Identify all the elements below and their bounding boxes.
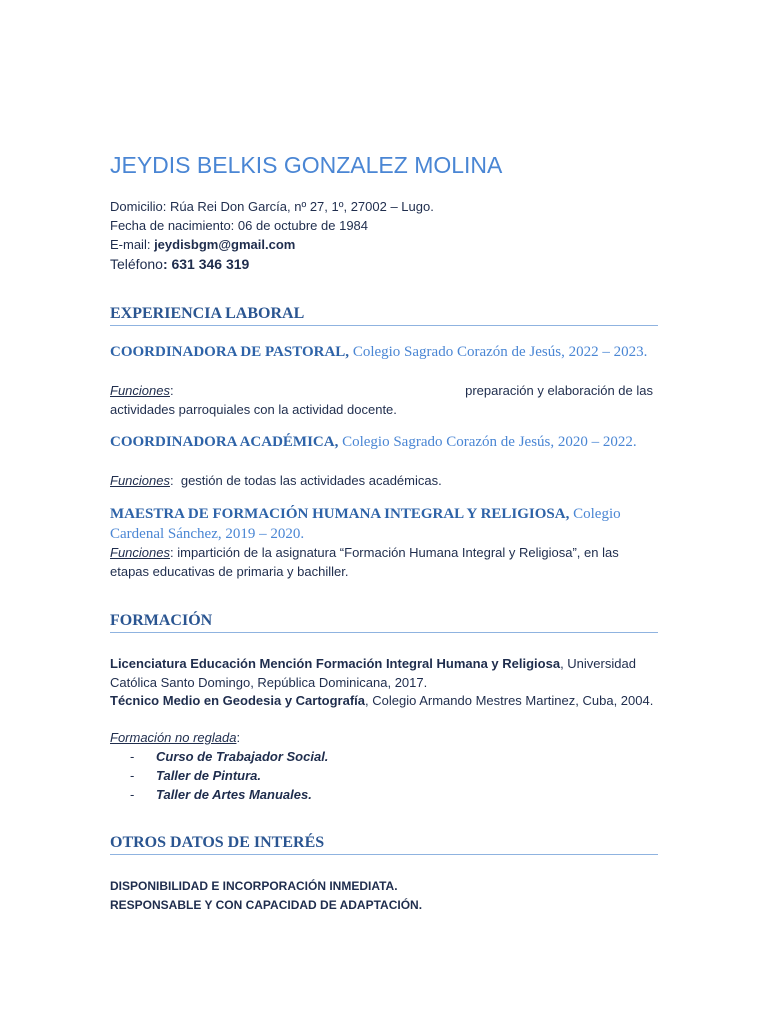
functions-text-b: actividades parroquiales con la actividad docente. — [110, 402, 397, 417]
phone-label: Teléfono — [110, 256, 163, 272]
job-role: MAESTRA DE FORMACIÓN HUMANA INTEGRAL Y RELIGIOSA, — [110, 506, 570, 522]
experience-heading: EXPERIENCIA LABORAL — [110, 305, 658, 326]
functions-separator: : — [169, 383, 174, 398]
other-heading: OTROS DATOS DE INTERÉS — [110, 834, 658, 855]
functions-separator: : — [169, 545, 174, 560]
nonformal-training-label — [110, 728, 658, 747]
functions-label: Funciones — [110, 383, 170, 398]
course-name: Taller de Artes Manuales. — [156, 787, 312, 802]
phone-line — [110, 255, 249, 274]
job-functions-academica — [110, 471, 658, 490]
dash-bullet-icon: - — [130, 787, 135, 802]
job-place: Colegio Cardenal Sánchez, 2019 – 2020. — [110, 506, 621, 542]
education-heading: FORMACIÓN — [110, 612, 658, 633]
course-item — [130, 785, 312, 804]
dash-bullet-icon: - — [130, 768, 135, 783]
course-name: Taller de Pintura. — [156, 768, 261, 783]
nonformal-separator: : — [236, 730, 241, 745]
functions-text: impartición de la asignatura “Formación Humana Integral y Religiosa”, en las etapas educativas de primaria y bachiller. — [110, 545, 619, 579]
functions-label: Funciones — [110, 545, 170, 560]
job-place: Colegio Sagrado Corazón de Jesús, 2022 – 2023. — [349, 344, 648, 360]
education-item-licenciatura — [110, 654, 658, 692]
email-line — [110, 235, 295, 254]
course-item — [130, 766, 261, 785]
education-title: Licenciatura Educación Mención Formación Integral Humana y Religiosa — [110, 656, 561, 671]
candidate-name: JEYDIS BELKIS GONZALEZ MOLINA — [110, 152, 503, 178]
functions-label: Funciones — [110, 473, 170, 488]
job-title-maestra — [110, 504, 658, 544]
birth-date-line: Fecha de nacimiento: 06 de octubre de 1984 — [110, 218, 369, 233]
education-title: Técnico Medio en Geodesia y Cartografía — [110, 693, 366, 708]
dash-bullet-icon: - — [130, 749, 135, 764]
job-title-pastoral — [110, 342, 658, 362]
functions-separator: : — [169, 473, 174, 488]
email-value[interactable]: jeydisbgm@gmail.com — [154, 237, 296, 252]
email-label: E-mail: — [110, 237, 155, 252]
nonformal-label: Formación no reglada — [110, 730, 237, 745]
other-line-availability: DISPONIBILIDAD E INCORPORACIÓN INMEDIATA. — [110, 879, 398, 893]
phone-value: : 631 346 319 — [162, 256, 250, 272]
job-role: COORDINADORA ACADÉMICA, — [110, 434, 339, 450]
job-title-academica — [110, 432, 658, 452]
job-functions-pastoral — [110, 381, 658, 400]
address-line: Domicilio: Rúa Rei Don García, nº 27, 1º, 27002 – Lugo. — [110, 199, 434, 214]
job-functions-maestra — [110, 543, 658, 581]
other-line-adaptability: RESPONSABLE Y CON CAPACIDAD DE ADAPTACIÓN. — [110, 898, 423, 912]
education-item-tecnico — [110, 691, 658, 710]
job-role: COORDINADORA DE PASTORAL, — [110, 344, 350, 360]
education-detail: , Universidad Católica Santo Domingo, República Dominicana, 2017. — [110, 656, 636, 690]
functions-text: gestión de todas las actividades académicas. — [173, 473, 442, 488]
course-item — [130, 747, 328, 766]
education-detail: , Colegio Armando Mestres Martinez, Cuba, 2004. — [365, 693, 654, 708]
job-place: Colegio Sagrado Corazón de Jesús, 2020 – 2022. — [338, 434, 637, 450]
functions-text-a: preparación y elaboración de las — [465, 383, 653, 398]
course-name: Curso de Trabajador Social. — [156, 749, 329, 764]
